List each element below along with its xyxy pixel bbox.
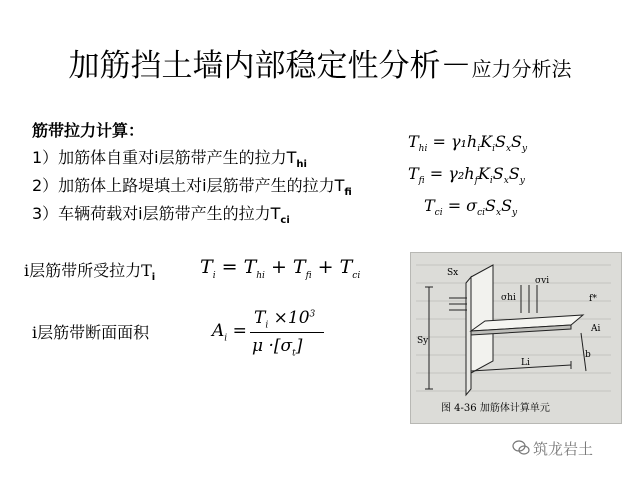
figure-caption: 图 4-36 加筋体计算单元: [441, 403, 550, 414]
formula-term: S: [485, 196, 496, 215]
label-ai: Ai: [591, 324, 601, 334]
label-f: f*: [589, 294, 597, 304]
wechat-icon: [512, 440, 530, 456]
title-sub: 应力分析法: [471, 57, 572, 81]
formula-sub: ci: [477, 208, 486, 219]
label-li: Li: [521, 358, 530, 368]
reinforcement-unit-diagram: [411, 253, 621, 423]
formula-sub: i: [492, 144, 495, 155]
formula-symbol: T: [408, 164, 419, 183]
label-sub: i: [151, 272, 156, 284]
formula-sub: i: [477, 144, 481, 155]
formula-sub: x: [496, 208, 502, 219]
list-item-text: 1）加筋体自重对i层筋带产生的拉力T: [32, 148, 297, 167]
formula-sub: ci: [434, 208, 443, 219]
formula-symbol: T: [408, 132, 419, 151]
label-sy: Sy: [417, 336, 429, 346]
formula-sub: y: [519, 176, 525, 187]
list-item-text: 2）加筋体上路堤填土对i层筋带产生的拉力T: [32, 176, 345, 195]
list-item: [32, 145, 307, 170]
label-sigma-vi: σvi: [535, 276, 550, 286]
reinforcement-unit-figure: [410, 252, 622, 424]
formula-t-fi: [408, 164, 525, 186]
formula-sub: x: [503, 176, 509, 187]
formula-t-hi: [408, 132, 527, 154]
list-item-sub: fi: [344, 187, 352, 199]
formula-rhs: = γ₁h: [432, 132, 478, 151]
title-main: 加筋挡土墙内部稳定性分析－: [68, 48, 472, 84]
formula-symbol: T: [424, 196, 435, 215]
list-item-sub: ci: [280, 215, 290, 227]
formula-rhs: = σ: [447, 196, 478, 215]
label-b: b: [585, 350, 591, 360]
watermark-text: 筑龙岩土: [533, 440, 594, 458]
formula-term: S: [494, 132, 506, 151]
list-item-text: 3）车辆荷载对i层筋带产生的拉力T: [32, 204, 281, 223]
formula-term: S: [511, 132, 522, 151]
formula-sub: i: [489, 176, 493, 187]
formula-sub: y: [512, 208, 518, 219]
formula-term: K: [480, 132, 493, 151]
formula-sub: y: [521, 144, 528, 155]
formula-sub: fi: [418, 176, 425, 187]
area-label: i层筋带断面面积: [32, 323, 150, 342]
formula-t-ci: [424, 196, 517, 218]
label-text: i层筋带所受拉力T: [24, 261, 152, 280]
list-item: [32, 201, 290, 226]
page-title: [0, 40, 640, 85]
formula-term: S: [492, 164, 504, 183]
formula-term: S: [501, 196, 513, 215]
formula-t-i: $T_i = T_{hi} + T_{fi} + T_{ci}$: [200, 256, 361, 281]
section-heading: 筋带拉力计算：: [32, 121, 145, 140]
label-sx: Sx: [447, 268, 459, 278]
formula-rhs: = γ₂h: [429, 164, 475, 183]
list-item-sub: hi: [296, 159, 307, 171]
formula-sub: hi: [418, 144, 428, 155]
formula-term: K: [477, 164, 490, 183]
formula-sub: f: [474, 176, 478, 187]
formula-term: S: [508, 164, 520, 183]
list-item: [32, 173, 352, 198]
total-tension-label: [24, 258, 155, 283]
formula-sub: x: [505, 144, 512, 155]
label-sigma-hi: σhi: [501, 293, 516, 303]
